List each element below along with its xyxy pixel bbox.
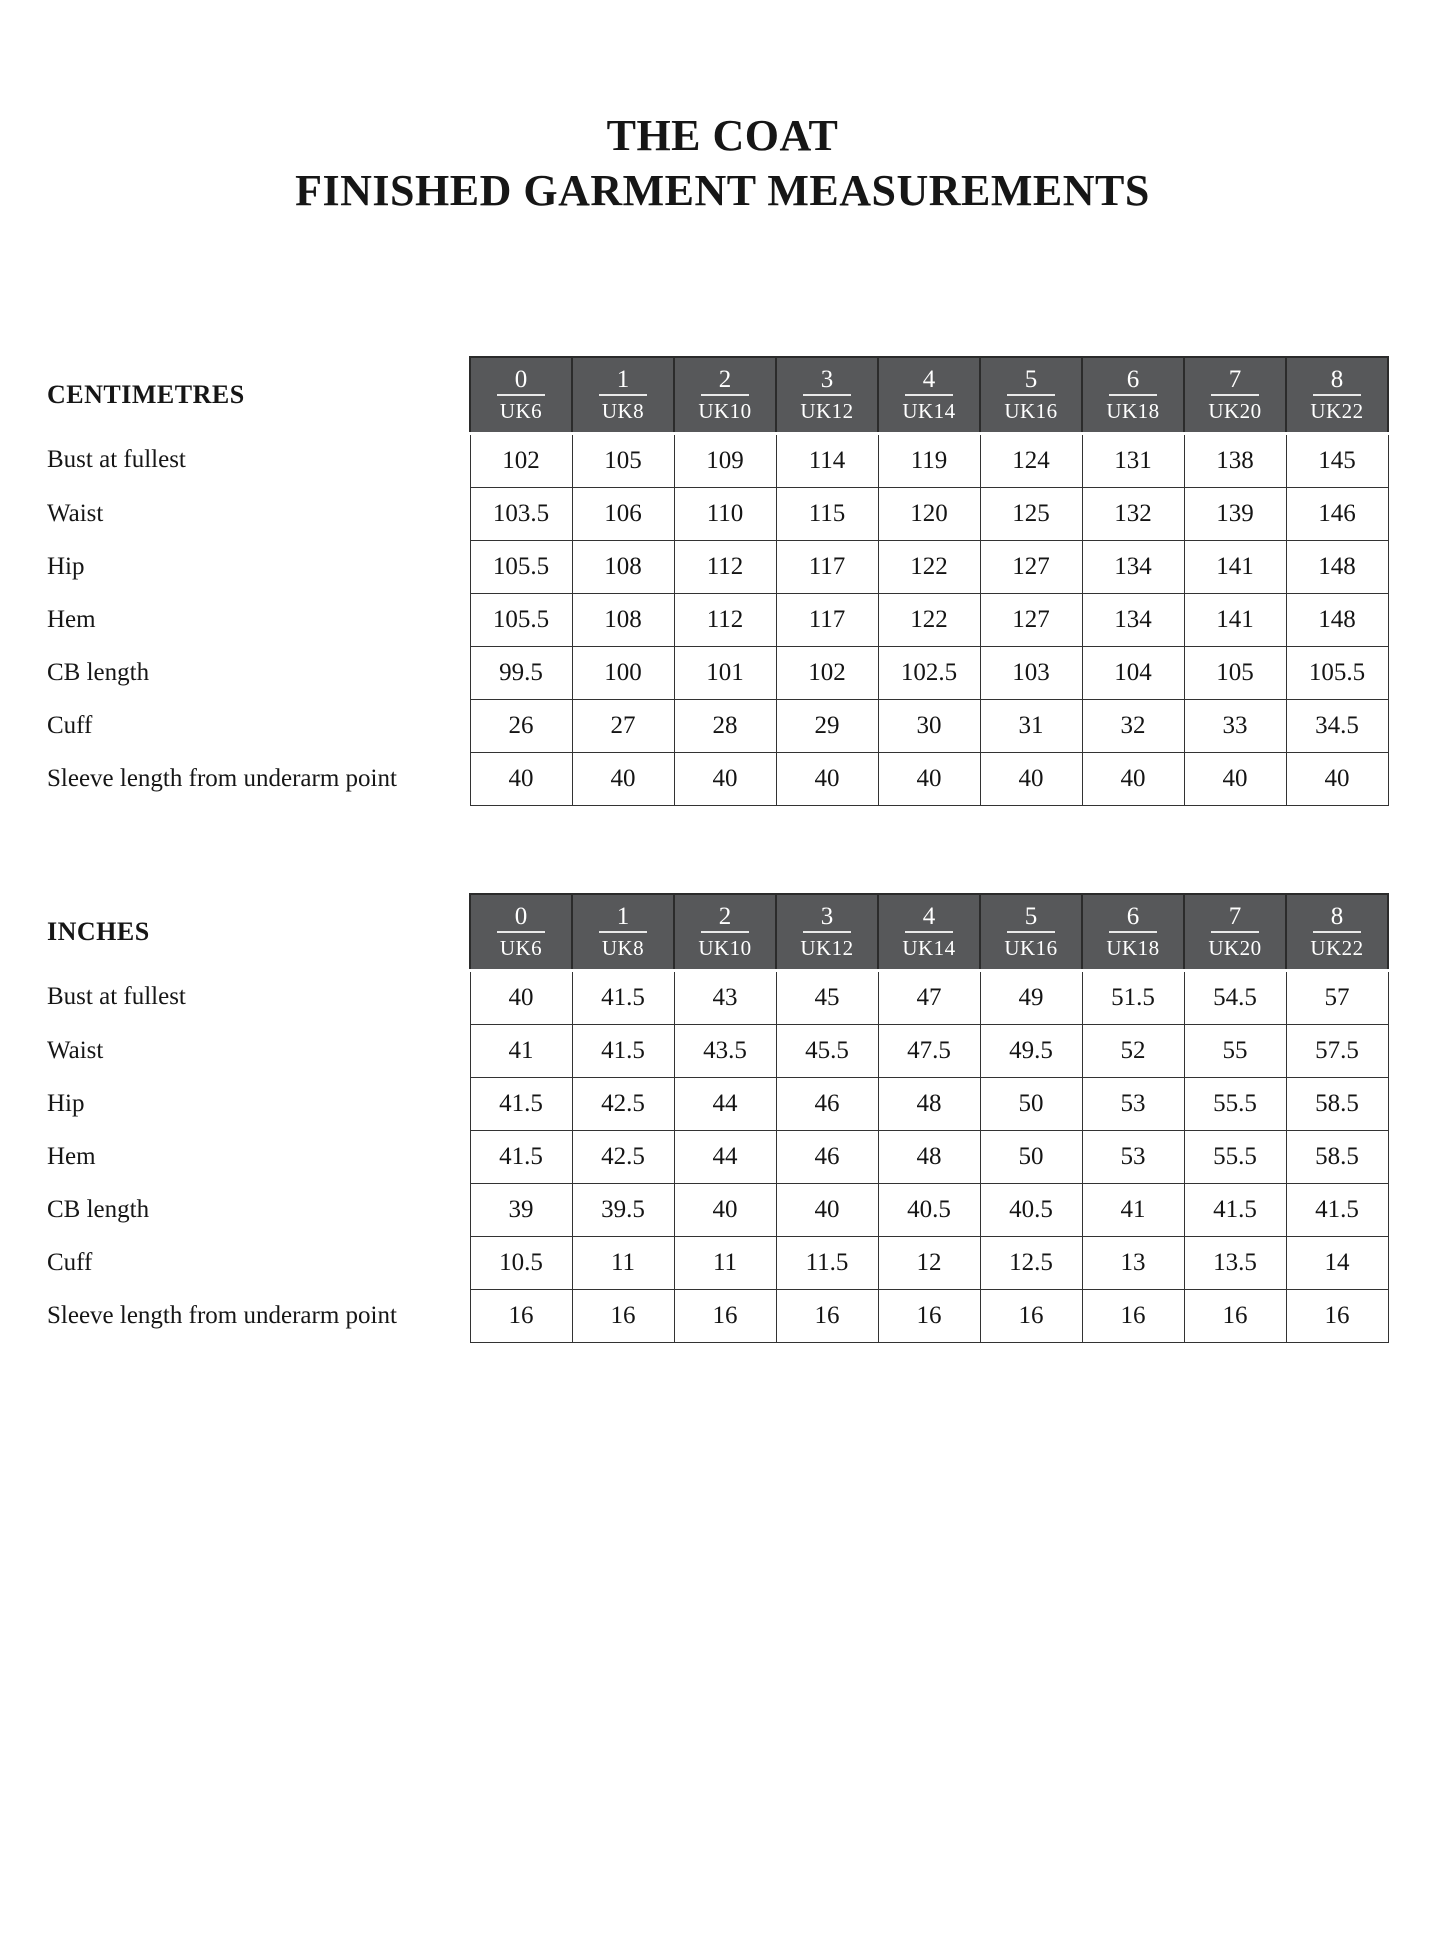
size-number: 0 [497, 366, 545, 396]
size-uk-label: UK8 [601, 935, 645, 960]
measurement-value: 45 [776, 971, 878, 1025]
row-label-text: Bust at fullest [47, 982, 186, 1010]
measurement-value: 40 [776, 753, 878, 806]
size-uk-label: UK16 [1004, 935, 1058, 960]
measurement-value: 138 [1184, 434, 1286, 488]
row-label-text: Cuff [47, 1248, 93, 1276]
size-uk-label: UK6 [499, 935, 543, 960]
size-number: 2 [701, 366, 749, 396]
measurement-value: 40 [470, 971, 572, 1025]
size-number: 7 [1211, 366, 1259, 396]
size-number: 7 [1211, 903, 1259, 933]
measurement-value: 11 [572, 1237, 674, 1290]
measurement-value: 14 [1286, 1237, 1388, 1290]
measurement-value: 39 [470, 1184, 572, 1237]
row-label [45, 971, 470, 1025]
measurement-value: 40 [1184, 753, 1286, 806]
measurement-value: 46 [776, 1078, 878, 1131]
table-row [45, 647, 1388, 700]
measurement-value: 41 [1082, 1184, 1184, 1237]
measurement-value: 146 [1286, 488, 1388, 541]
size-uk-label: UK12 [800, 398, 854, 423]
measurement-value: 148 [1286, 541, 1388, 594]
measurement-value: 31 [980, 700, 1082, 753]
measurement-value: 141 [1184, 594, 1286, 647]
size-number: 1 [599, 903, 647, 933]
size-header [980, 357, 1082, 434]
row-label [45, 1025, 470, 1078]
measurement-value: 40.5 [878, 1184, 980, 1237]
table-row [45, 753, 1388, 806]
row-label-text: Hem [47, 605, 96, 633]
measurement-value: 52 [1082, 1025, 1184, 1078]
table-row [45, 434, 1388, 488]
measurement-value: 40 [1286, 753, 1388, 806]
size-header [572, 357, 674, 434]
size-header [470, 894, 572, 971]
size-header [776, 357, 878, 434]
measurement-table [45, 893, 1389, 1343]
measurement-value: 44 [674, 1078, 776, 1131]
row-label [45, 594, 470, 647]
size-uk-label: UK16 [1004, 398, 1058, 423]
measurement-value: 103 [980, 647, 1082, 700]
measurement-value: 115 [776, 488, 878, 541]
measurement-value: 40 [1082, 753, 1184, 806]
measurement-value: 11 [674, 1237, 776, 1290]
size-number: 5 [1007, 903, 1055, 933]
measurement-value: 122 [878, 594, 980, 647]
size-number: 6 [1109, 366, 1157, 396]
row-label-text: Hip [47, 1089, 85, 1117]
measurement-value: 34.5 [1286, 700, 1388, 753]
measurement-table [45, 356, 1389, 806]
measurement-value: 40.5 [980, 1184, 1082, 1237]
size-number: 8 [1313, 366, 1361, 396]
row-label [45, 488, 470, 541]
measurement-value: 16 [776, 1290, 878, 1343]
measurement-value: 16 [674, 1290, 776, 1343]
measurement-value: 16 [572, 1290, 674, 1343]
measurement-value: 46 [776, 1131, 878, 1184]
row-label-text: CB length [47, 1195, 150, 1223]
measurement-value: 99.5 [470, 647, 572, 700]
measurement-value: 12.5 [980, 1237, 1082, 1290]
size-number: 8 [1313, 903, 1361, 933]
row-label-text: Hip [47, 552, 85, 580]
measurement-value: 41.5 [1184, 1184, 1286, 1237]
measurement-value: 47 [878, 971, 980, 1025]
measurement-value: 127 [980, 594, 1082, 647]
measurement-value: 26 [470, 700, 572, 753]
measurement-value: 30 [878, 700, 980, 753]
size-header [674, 894, 776, 971]
size-header [878, 357, 980, 434]
measurement-value: 104 [1082, 647, 1184, 700]
measurement-value: 49.5 [980, 1025, 1082, 1078]
measurement-value: 57 [1286, 971, 1388, 1025]
measurement-value: 16 [470, 1290, 572, 1343]
measurement-value: 108 [572, 541, 674, 594]
row-label-text: Sleeve length from underarm point [47, 764, 397, 792]
measurement-value: 41.5 [470, 1131, 572, 1184]
measurement-value: 127 [980, 541, 1082, 594]
size-header [1184, 357, 1286, 434]
measurement-value: 43 [674, 971, 776, 1025]
measurement-value: 53 [1082, 1131, 1184, 1184]
size-header [1286, 894, 1388, 971]
size-number: 6 [1109, 903, 1157, 933]
size-uk-label: UK20 [1208, 398, 1262, 423]
measurement-value: 102 [470, 434, 572, 488]
measurement-value: 114 [776, 434, 878, 488]
page-title [0, 0, 1445, 218]
row-label-text: Cuff [47, 711, 93, 739]
size-number: 2 [701, 903, 749, 933]
measurement-value: 16 [878, 1290, 980, 1343]
measurement-value: 112 [674, 594, 776, 647]
measurement-value: 109 [674, 434, 776, 488]
measurement-value: 33 [1184, 700, 1286, 753]
measurement-value: 43.5 [674, 1025, 776, 1078]
measurement-value: 100 [572, 647, 674, 700]
measurement-value: 53 [1082, 1078, 1184, 1131]
measurement-value: 117 [776, 594, 878, 647]
measurement-value: 45.5 [776, 1025, 878, 1078]
measurement-value: 105 [572, 434, 674, 488]
row-label-text: Waist [47, 1036, 104, 1064]
row-label [45, 1237, 470, 1290]
size-header [572, 894, 674, 971]
table-row [45, 594, 1388, 647]
measurement-value: 103.5 [470, 488, 572, 541]
measurement-value: 40 [572, 753, 674, 806]
measurement-section-centimetres [45, 356, 1445, 806]
measurement-value: 13 [1082, 1237, 1184, 1290]
unit-label: CENTIMETRES [47, 380, 245, 410]
measurement-value: 124 [980, 434, 1082, 488]
size-header-row [45, 357, 1388, 434]
measurement-value: 58.5 [1286, 1078, 1388, 1131]
measurement-value: 106 [572, 488, 674, 541]
size-uk-label: UK14 [902, 398, 956, 423]
measurement-value: 27 [572, 700, 674, 753]
row-label [45, 1131, 470, 1184]
measurement-value: 105 [1184, 647, 1286, 700]
row-label [45, 753, 470, 806]
measurement-value: 41 [470, 1025, 572, 1078]
measurement-value: 55.5 [1184, 1131, 1286, 1184]
row-label-text: Sleeve length from underarm point [47, 1301, 397, 1329]
measurement-value: 105.5 [470, 594, 572, 647]
measurement-value: 134 [1082, 541, 1184, 594]
measurement-value: 145 [1286, 434, 1388, 488]
row-label [45, 434, 470, 488]
size-number: 3 [803, 903, 851, 933]
measurement-value: 54.5 [1184, 971, 1286, 1025]
size-header [1286, 357, 1388, 434]
measurement-value: 131 [1082, 434, 1184, 488]
measurement-value: 101 [674, 647, 776, 700]
measurement-value: 40 [674, 1184, 776, 1237]
measurement-value: 41.5 [470, 1078, 572, 1131]
measurement-value: 132 [1082, 488, 1184, 541]
measurement-value: 141 [1184, 541, 1286, 594]
size-uk-label: UK18 [1106, 398, 1160, 423]
measurement-value: 105.5 [1286, 647, 1388, 700]
row-label [45, 700, 470, 753]
size-header-row [45, 894, 1388, 971]
measurement-value: 16 [1082, 1290, 1184, 1343]
size-number: 0 [497, 903, 545, 933]
measurement-value: 58.5 [1286, 1131, 1388, 1184]
measurement-value: 48 [878, 1131, 980, 1184]
measurement-value: 40 [878, 753, 980, 806]
size-uk-label: UK18 [1106, 935, 1160, 960]
measurement-value: 102.5 [878, 647, 980, 700]
size-number: 4 [905, 366, 953, 396]
measurement-value: 122 [878, 541, 980, 594]
size-number: 1 [599, 366, 647, 396]
measurement-section-inches [45, 893, 1445, 1343]
measurement-value: 41.5 [572, 971, 674, 1025]
size-header [1082, 357, 1184, 434]
measurement-value: 50 [980, 1131, 1082, 1184]
measurement-value: 55 [1184, 1025, 1286, 1078]
size-uk-label: UK6 [499, 398, 543, 423]
size-uk-label: UK8 [601, 398, 645, 423]
size-uk-label: UK14 [902, 935, 956, 960]
table-row [45, 971, 1388, 1025]
row-label-text: Bust at fullest [47, 445, 186, 473]
measurement-value: 40 [776, 1184, 878, 1237]
unit-label: INCHES [47, 917, 150, 947]
measurement-value: 13.5 [1184, 1237, 1286, 1290]
row-label-text: Hem [47, 1142, 96, 1170]
size-uk-label: UK12 [800, 935, 854, 960]
row-label [45, 1290, 470, 1343]
measurement-value: 48 [878, 1078, 980, 1131]
measurement-value: 51.5 [1082, 971, 1184, 1025]
measurement-value: 105.5 [470, 541, 572, 594]
size-header [470, 357, 572, 434]
measurement-value: 120 [878, 488, 980, 541]
table-row [45, 1025, 1388, 1078]
measurement-value: 29 [776, 700, 878, 753]
measurement-value: 134 [1082, 594, 1184, 647]
size-header [1184, 894, 1286, 971]
measurement-value: 119 [878, 434, 980, 488]
size-header [878, 894, 980, 971]
measurement-value: 16 [1286, 1290, 1388, 1343]
size-header [674, 357, 776, 434]
size-header [980, 894, 1082, 971]
table-row [45, 700, 1388, 753]
measurement-value: 16 [980, 1290, 1082, 1343]
measurement-value: 148 [1286, 594, 1388, 647]
measurement-value: 40 [980, 753, 1082, 806]
size-number: 4 [905, 903, 953, 933]
measurement-value: 28 [674, 700, 776, 753]
title-line-1: THE COAT [606, 111, 839, 160]
size-number: 3 [803, 366, 851, 396]
size-uk-label: UK20 [1208, 935, 1262, 960]
measurement-value: 50 [980, 1078, 1082, 1131]
size-header [1082, 894, 1184, 971]
row-label [45, 541, 470, 594]
table-row [45, 1237, 1388, 1290]
measurement-value: 16 [1184, 1290, 1286, 1343]
row-label [45, 647, 470, 700]
measurement-value: 110 [674, 488, 776, 541]
measurement-value: 42.5 [572, 1131, 674, 1184]
measurement-value: 102 [776, 647, 878, 700]
table-row [45, 1078, 1388, 1131]
table-row [45, 1290, 1388, 1343]
measurement-value: 117 [776, 541, 878, 594]
measurement-value: 12 [878, 1237, 980, 1290]
measurement-value: 32 [1082, 700, 1184, 753]
measurement-value: 108 [572, 594, 674, 647]
size-number: 5 [1007, 366, 1055, 396]
row-label-text: CB length [47, 658, 150, 686]
size-uk-label: UK22 [1310, 935, 1364, 960]
measurement-value: 55.5 [1184, 1078, 1286, 1131]
measurement-value: 11.5 [776, 1237, 878, 1290]
measurement-value: 139 [1184, 488, 1286, 541]
measurement-value: 125 [980, 488, 1082, 541]
measurement-tables-container [0, 356, 1445, 1343]
table-row [45, 1131, 1388, 1184]
measurement-value: 39.5 [572, 1184, 674, 1237]
measurement-value: 112 [674, 541, 776, 594]
table-row [45, 541, 1388, 594]
size-uk-label: UK22 [1310, 398, 1364, 423]
measurement-value: 40 [470, 753, 572, 806]
measurement-value: 57.5 [1286, 1025, 1388, 1078]
measurement-value: 44 [674, 1131, 776, 1184]
size-uk-label: UK10 [698, 935, 752, 960]
measurement-value: 41.5 [1286, 1184, 1388, 1237]
measurement-value: 47.5 [878, 1025, 980, 1078]
measurement-value: 42.5 [572, 1078, 674, 1131]
measurement-value: 49 [980, 971, 1082, 1025]
size-header [776, 894, 878, 971]
row-label-text: Waist [47, 499, 104, 527]
size-uk-label: UK10 [698, 398, 752, 423]
row-label [45, 1078, 470, 1131]
measurement-value: 40 [674, 753, 776, 806]
measurement-value: 41.5 [572, 1025, 674, 1078]
table-row [45, 1184, 1388, 1237]
row-label [45, 1184, 470, 1237]
measurement-value: 10.5 [470, 1237, 572, 1290]
title-line-2: FINISHED GARMENT MEASUREMENTS [295, 166, 1150, 215]
table-row [45, 488, 1388, 541]
